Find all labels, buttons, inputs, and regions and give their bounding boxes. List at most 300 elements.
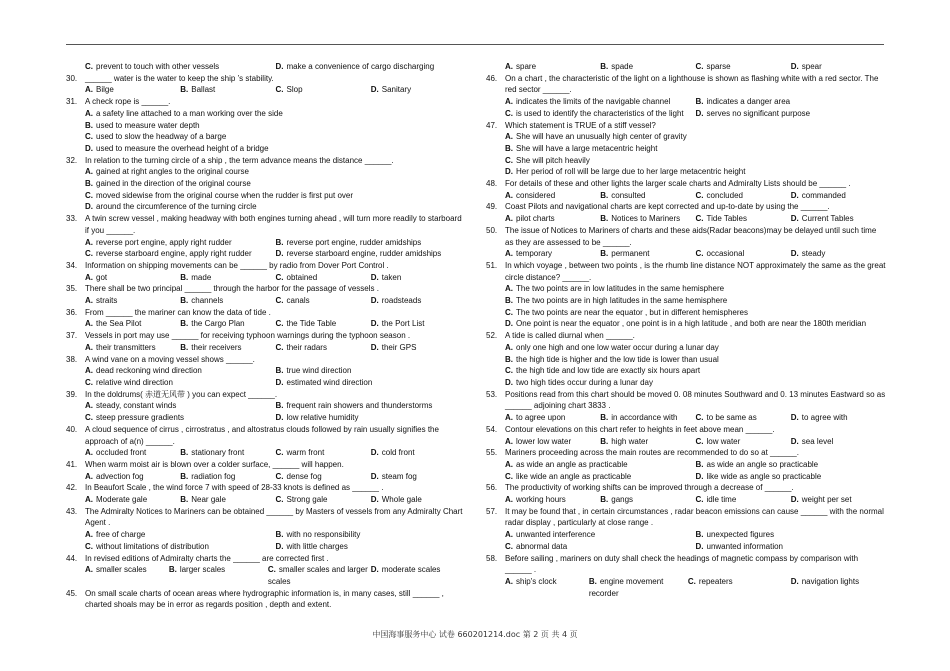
option-text: to agree upon [516, 413, 566, 423]
option-text: moderate scales [381, 565, 441, 575]
option-line [486, 131, 886, 143]
option-text: got [96, 272, 108, 282]
option-line [66, 365, 466, 377]
option-letter: B. [180, 495, 189, 505]
option [696, 190, 791, 202]
option-text: gained at right angles to the original course [96, 167, 249, 177]
question [66, 553, 466, 565]
option-text: with little charges [286, 541, 348, 551]
option-letter: D. [370, 319, 379, 329]
option [696, 412, 791, 424]
option-text: smaller scales [96, 565, 147, 575]
option [371, 342, 466, 354]
question-text: A check rope is ______. [85, 97, 171, 107]
option [85, 167, 249, 176]
option-text: the Cargo Plan [191, 319, 245, 329]
option [276, 318, 371, 330]
option-text: straits [96, 296, 118, 306]
option-line [66, 84, 466, 96]
question-number: 46. [486, 73, 498, 83]
option-text: Sanitary [381, 85, 412, 95]
question-text: The productivity of working shifts can be improved through a decrease of ______. [505, 483, 794, 493]
option-letter: C. [275, 448, 284, 458]
option-text: dense fog [286, 471, 322, 481]
option-letter: D. [505, 377, 513, 387]
option-text: steady [801, 249, 826, 259]
option-letter: B. [180, 448, 189, 458]
option-letter: A. [505, 576, 513, 586]
question-number: 35. [66, 284, 78, 294]
option [276, 377, 467, 389]
option-letter: B. [180, 85, 189, 95]
option-text: their receivers [191, 342, 242, 352]
option-line [486, 143, 886, 155]
option [791, 190, 886, 202]
option-line [486, 190, 886, 202]
option-letter: B. [275, 366, 284, 376]
option-text: consulted [611, 190, 646, 200]
option-letter: D. [370, 565, 379, 575]
option-letter: D. [275, 413, 284, 423]
option [505, 366, 700, 375]
option-line [66, 178, 466, 190]
option [600, 213, 695, 225]
option [688, 576, 791, 599]
option-letter: A. [505, 132, 513, 142]
option-letter: C. [505, 155, 513, 165]
option-letter: D. [505, 167, 513, 177]
question-text: Before sailing , mariners on duty shall check the headings of magnetic compass by comparison with ______ . [505, 553, 859, 575]
question [486, 73, 886, 96]
option-text: reverse starboard engine, rudder amidships [286, 249, 442, 259]
option-text: moved sidewise from the original course when the rudder is first put over [96, 190, 354, 200]
option-letter: A. [505, 249, 513, 259]
option [371, 471, 466, 483]
option-text: temporary [516, 249, 553, 259]
option [791, 248, 886, 260]
option [600, 494, 695, 506]
option [276, 529, 467, 541]
option-line [66, 108, 466, 120]
option [268, 564, 371, 587]
option-letter: D. [790, 249, 799, 259]
option-text: the Tide Table [286, 319, 337, 329]
option [791, 494, 886, 506]
option-line [66, 131, 466, 143]
option [696, 541, 887, 553]
option-line [66, 541, 466, 553]
question-number: 34. [66, 260, 78, 270]
option [371, 295, 466, 307]
question [486, 506, 886, 529]
option-letter: C. [275, 272, 284, 282]
option [791, 213, 886, 225]
option [85, 471, 180, 483]
option [85, 132, 226, 141]
option-letter: D. [85, 202, 93, 212]
option-letter: C. [505, 108, 513, 118]
option-text: to agree with [801, 413, 848, 423]
option-letter: A. [505, 62, 513, 71]
left-column [66, 61, 466, 611]
option-text: smaller scales and larger scales [267, 565, 368, 586]
question-number: 48. [486, 179, 498, 189]
question-text: ______ water is the water to keep the ship ’s stability. [85, 73, 274, 83]
option [505, 132, 687, 141]
option-text: in accordance with [611, 413, 678, 423]
option [791, 412, 886, 424]
option-letter: A. [85, 366, 93, 376]
option-line [486, 459, 886, 471]
option [371, 447, 466, 459]
option-letter: A. [505, 214, 513, 224]
option-line [486, 541, 886, 553]
option-letter: D. [695, 108, 704, 118]
option [276, 541, 467, 553]
option-line [486, 213, 886, 225]
option-letter: D. [790, 576, 799, 586]
option-line [486, 318, 886, 330]
option [85, 248, 276, 260]
option-line [486, 377, 886, 389]
question-number: 36. [66, 307, 78, 317]
option [180, 272, 275, 284]
option [696, 96, 887, 108]
option-letter: D. [275, 62, 284, 71]
option-letter: B. [695, 530, 704, 540]
option-text: as wide an angle so practicable [706, 459, 819, 469]
option [85, 109, 283, 118]
option [696, 248, 791, 260]
option-text: true wind direction [286, 366, 352, 376]
option-text: their radars [286, 342, 327, 352]
question-number: 57. [486, 506, 498, 516]
question [486, 330, 886, 342]
question [66, 389, 466, 401]
option-text: Her period of roll will be large due to her large metacentric height [516, 167, 746, 177]
option-text: gained in the direction of the original course [96, 179, 251, 189]
option-letter: B. [600, 190, 609, 200]
question-text: In revised editions of Admiralty charts the ______ are corrected first . [85, 553, 329, 563]
option [371, 564, 466, 587]
option [600, 412, 695, 424]
option [600, 436, 695, 448]
question [66, 482, 466, 494]
option [85, 541, 276, 553]
option [180, 318, 275, 330]
option-letter: C. [85, 249, 93, 259]
option-text: the high tide and low tide are exactly six hours apart [516, 366, 701, 376]
option-letter: C. [695, 249, 704, 259]
option [180, 342, 275, 354]
option-letter: A. [505, 495, 513, 505]
question [486, 260, 886, 283]
option-line [66, 529, 466, 541]
question-text: On small scale charts of ocean areas where hydrographic information is, in many cases, still ______ , charted shoals may be in error as regards position , depth and extent. [85, 588, 444, 610]
option-text: the high tide is higher and the low tide is lower than usual [516, 354, 719, 364]
option-letter: B. [600, 214, 609, 224]
option-text: as wide an angle as practicable [516, 459, 628, 469]
option-text: commanded [801, 190, 846, 200]
question-number: 37. [66, 331, 78, 341]
option-line [66, 272, 466, 284]
option [505, 296, 727, 305]
question [66, 73, 466, 85]
option-text: low relative humidity [286, 413, 359, 423]
option-letter: D. [695, 471, 704, 481]
option-text: unexpected figures [706, 530, 775, 540]
option-letter: C. [275, 471, 284, 481]
question-text: Positions read from this chart should be moved 0. 08 minutes Southward and 0. 13 minutes Eastward so as ______ adjoining chart 3833 . [505, 389, 886, 411]
option-text: repeaters [698, 576, 733, 586]
option-letter: C. [85, 190, 93, 200]
option-letter: D. [370, 272, 379, 282]
option [696, 529, 887, 541]
question [486, 447, 886, 459]
option-letter: A. [85, 296, 93, 306]
question [66, 459, 466, 471]
option [505, 459, 696, 471]
option-letter: D. [370, 495, 379, 505]
option-line [486, 61, 886, 73]
option-line [66, 201, 466, 213]
option-text: ship's clock [516, 576, 557, 586]
option-text: The two points are near the equator , but in different hemispheres [516, 307, 748, 317]
option-line [486, 576, 886, 599]
option [696, 459, 887, 471]
option-line [66, 412, 466, 424]
option-text: engine movement recorder [588, 576, 664, 598]
option-letter: A. [85, 530, 93, 540]
option-letter: D. [790, 413, 799, 423]
option-text: only one high and one low water occur during a lunar day [516, 342, 719, 352]
option [371, 272, 466, 284]
question-number: 32. [66, 155, 78, 165]
option-text: idle time [706, 495, 737, 505]
option-letter: A. [85, 319, 93, 329]
option-line [486, 155, 886, 167]
header-rule [66, 44, 884, 45]
option-letter: C. [275, 319, 284, 329]
option [276, 61, 467, 73]
option-text: radiation fog [191, 471, 236, 481]
question [66, 155, 466, 167]
option [505, 343, 719, 352]
option-text: roadsteads [381, 296, 422, 306]
option [85, 342, 180, 354]
option-letter: A. [505, 436, 513, 446]
option [85, 272, 180, 284]
option [600, 248, 695, 260]
option [371, 84, 466, 96]
option-line [66, 400, 466, 412]
option-letter: A. [85, 448, 93, 458]
option [276, 295, 371, 307]
option-text: stationary front [191, 448, 245, 458]
option-line [66, 237, 466, 249]
option [696, 471, 887, 483]
question-number: 51. [486, 260, 498, 270]
question [66, 506, 466, 529]
option-line [66, 342, 466, 354]
option-letter: B. [85, 120, 93, 130]
option-letter: D. [790, 214, 799, 224]
option [505, 167, 745, 176]
option-letter: A. [505, 413, 513, 423]
option-line [66, 377, 466, 389]
option-text: abnormal data [516, 541, 568, 551]
option-letter: B. [180, 296, 189, 306]
option [276, 412, 467, 424]
option-letter: B. [600, 413, 609, 423]
option [180, 84, 275, 96]
option-line [66, 166, 466, 178]
option-text: obtained [286, 272, 318, 282]
option-text: steep pressure gradients [96, 413, 185, 423]
option-letter: B. [180, 471, 189, 481]
option [505, 213, 600, 225]
option-letter: B. [275, 530, 284, 540]
option [696, 61, 791, 73]
option-letter: C. [695, 495, 704, 505]
option [791, 436, 886, 448]
option-text: concluded [706, 190, 743, 200]
option-text: taken [381, 272, 402, 282]
option-text: Bilge [96, 85, 114, 95]
option-letter: C. [695, 413, 704, 423]
option-text: channels [191, 296, 224, 306]
page-footer: 中国海事服务中心 试卷 660201214.doc 第 2 页 共 4 页 [372, 630, 578, 639]
option-letter: B. [600, 495, 609, 505]
question-text: In Beaufort Scale , the wind force 7 with speed of 28-33 knots is defined as ______ . [85, 483, 384, 493]
question-text: It may be found that , in certain circumstances , radar beacon emissions can cause ______ with the normal radar display , particularly at close range . [505, 506, 884, 528]
option-text: working hours [516, 495, 566, 505]
option-text: to be same as [706, 413, 757, 423]
option-letter: A. [85, 237, 93, 247]
option [505, 319, 866, 328]
option-text: Strong gale [286, 495, 328, 505]
option [276, 342, 371, 354]
question [486, 225, 886, 248]
option [505, 96, 696, 108]
option-line [66, 447, 466, 459]
option-text: free of charge [96, 530, 146, 540]
question [66, 424, 466, 447]
option-line [66, 318, 466, 330]
option-line [66, 564, 466, 587]
option-text: sea level [801, 436, 834, 446]
option-letter: C. [85, 377, 93, 387]
question-text: On a chart , the characteristic of the light on a lighthouse is shown as flashing white with a red sector. The red sector ______. [505, 73, 879, 95]
question [486, 201, 886, 213]
option-text: reverse port engine, rudder amidships [286, 237, 422, 247]
option [85, 84, 180, 96]
option [85, 202, 257, 211]
option-letter: A. [85, 108, 93, 118]
question-number: 45. [66, 588, 78, 598]
option [696, 494, 791, 506]
option-letter: B. [505, 296, 513, 306]
option-letter: B. [600, 249, 609, 259]
option [505, 541, 696, 553]
option-text: serves no significant purpose [706, 108, 811, 118]
option-line [486, 494, 886, 506]
option-letter: B. [695, 459, 704, 469]
option-letter: C. [687, 576, 696, 586]
option-letter: D. [370, 296, 379, 306]
option [85, 412, 276, 424]
option-letter: C. [85, 413, 93, 423]
option-letter: C. [275, 495, 284, 505]
option [276, 237, 467, 249]
option-text: reverse starboard engine, apply right rudder [96, 249, 252, 259]
option-line [486, 166, 886, 178]
option-text: around the circumference of the turning circle [96, 202, 257, 212]
option [85, 365, 276, 377]
option-letter: C. [85, 132, 93, 142]
question-number: 39. [66, 389, 78, 399]
option-text: She will have an unusually high center of gravity [516, 132, 687, 142]
option [505, 248, 600, 260]
option-line [66, 471, 466, 483]
option-text: their GPS [381, 342, 417, 352]
question [486, 424, 886, 436]
option [276, 272, 371, 284]
option [85, 191, 353, 200]
option [371, 318, 466, 330]
question [486, 120, 886, 132]
option-line [486, 295, 886, 307]
option-letter: D. [275, 377, 284, 387]
option-text: make a convenience of cargo discharging [286, 62, 435, 71]
option-text: lower low water [516, 436, 572, 446]
option-text: used to measure water depth [96, 120, 200, 130]
option-text: dead reckoning wind direction [96, 366, 202, 376]
option-letter: D. [370, 85, 379, 95]
option-letter: A. [505, 97, 513, 107]
option-text: larger scales [179, 565, 226, 575]
option-letter: B. [275, 401, 284, 411]
option [85, 400, 276, 412]
question-text: For details of these and other lights the larger scale charts and Admiralty Lists should be ______ . [505, 179, 851, 189]
option [505, 308, 748, 317]
option [169, 564, 268, 587]
option-text: spade [611, 62, 634, 71]
question-text: The issue of Notices to Mariners of charts and these aids(Radar beacons)may be delayed until such time as they are assessed to be ______. [505, 225, 877, 247]
option-letter: C. [267, 565, 276, 575]
option-text: frequent rain showers and thunderstorms [286, 401, 433, 411]
option-letter: D. [695, 541, 704, 551]
option-text: pilot charts [516, 214, 555, 224]
option-letter: A. [85, 471, 93, 481]
option-text: low water [706, 436, 741, 446]
option [276, 248, 467, 260]
option-text: canals [286, 296, 310, 306]
option-text: unwanted information [706, 541, 783, 551]
question-number: 55. [486, 448, 498, 458]
option-text: The two points are in low latitudes in the same hemisphere [516, 284, 725, 294]
option [180, 471, 275, 483]
question-number: 41. [66, 459, 78, 469]
option-text: high water [611, 436, 649, 446]
option-text: relative wind direction [96, 377, 173, 387]
option-text: prevent to touch with other vessels [96, 62, 220, 71]
option-letter: C. [695, 62, 704, 71]
option-text: indicates a danger area [706, 97, 791, 107]
option [85, 179, 251, 188]
option-text: spare [516, 62, 537, 71]
option-letter: B. [180, 319, 189, 329]
